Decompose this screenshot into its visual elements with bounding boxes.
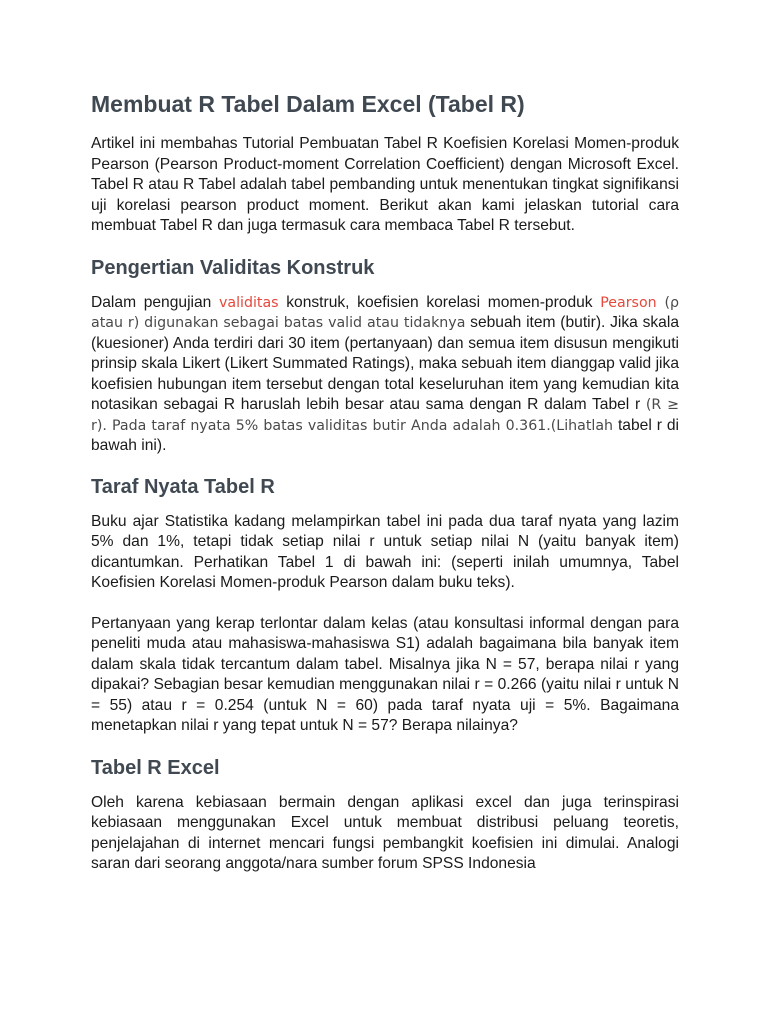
validitas-text-d: sebuah item (butir). Jika skala (kuesioner) Anda terdiri dari 30 item (pertanyaan) dan semua item disusun mengikuti prinsip skala Likert (Likert Summated Ratings), maka sebuah item dianggap valid jika koefisien hubungan item tersebut dengan total keseluruhan item yang kemudian kita notasikan sebagai R haruslah lebih besar atau sama dengan R dalam Tabel r [91, 314, 679, 413]
validitas-text-b: konstruk, koefisien korelasi momen-produk [278, 293, 601, 311]
heading-taraf-nyata: Taraf Nyata Tabel R [91, 475, 275, 498]
article [91, 88, 679, 875]
link-pearson[interactable]: Pearson [600, 294, 657, 311]
intro-paragraph: Artikel ini membahas Tutorial Pembuatan Tabel R Koefisien Korelasi Momen-produk Pearson (Pearson Product-moment Correlation Coefficient) dengan Microsoft Excel. Tabel R atau R Tabel adalah tabel pembanding untuk menentukan tingkat signifikansi uji korelasi pearson product moment. Berikut akan kami jelaskan tutorial cara membuat Tabel R dan juga termasuk cara membaca Tabel R tersebut. [91, 135, 679, 234]
validitas-paragraph [91, 293, 679, 457]
page-title: Membuat R Tabel Dalam Excel (Tabel R) [91, 91, 525, 117]
taraf-nyata-paragraph-2: Pertanyaan yang kerap terlontar dalam kelas (atau konsultasi informal dengan para peneliti muda atau mahasiswa-mahasiswa S1) adalah bagaimana bila banyak item dalam skala tidak tercantum dalam tabel. Misalnya jika N = 57, berapa nilai r yang dipakai? Sebagian besar kemudian menggunakan nilai r = 0.266 (yaitu nilai r untuk N = 55) atau r = 0.254 (untuk N = 60) pada taraf nyata uji = 5%. Bagaimana menetapkan nilai r yang tepat untuk N = 57? Berapa nilainya? [91, 614, 679, 734]
heading-pengertian-validitas: Pengertian Validitas Konstruk [91, 256, 375, 279]
tabel-r-excel-paragraph: Oleh karena kebiasaan bermain dengan aplikasi excel dan juga terinspirasi kebiasaan menggunakan Excel untuk membuat distribusi peluang teoretis, penjelajahan di internet mencari fungsi pembangkit koefisien ini dimulai. Analogi saran dari seorang anggota/nara sumber forum SPSS Indonesia [91, 793, 679, 872]
validitas-text-c: (ρ atau r) digunakan sebagai batas valid atau tidaknya [91, 294, 679, 331]
validitas-text-f: tabel r di bawah ini). [91, 416, 679, 454]
link-validitas[interactable]: validitas [219, 294, 279, 311]
heading-tabel-r-excel: Tabel R Excel [91, 756, 220, 779]
validitas-text-a: Dalam pengujian [91, 293, 219, 311]
taraf-nyata-paragraph-1: Buku ajar Statistika kadang melampirkan tabel ini pada dua taraf nyata yang lazim 5% dan 1%, tetapi tidak setiap nilai r untuk setiap nilai N (yaitu banyak item) dicantumkan. Perhatikan Tabel 1 di bawah ini: (seperti inilah umumnya, Tabel Koefisien Korelasi Momen-produk Pearson dalam buku teks). [91, 512, 679, 591]
validitas-text-e: (R ≥ r). Pada taraf nyata 5% batas validitas butir Anda adalah 0.361.(Lihatlah [91, 397, 679, 434]
